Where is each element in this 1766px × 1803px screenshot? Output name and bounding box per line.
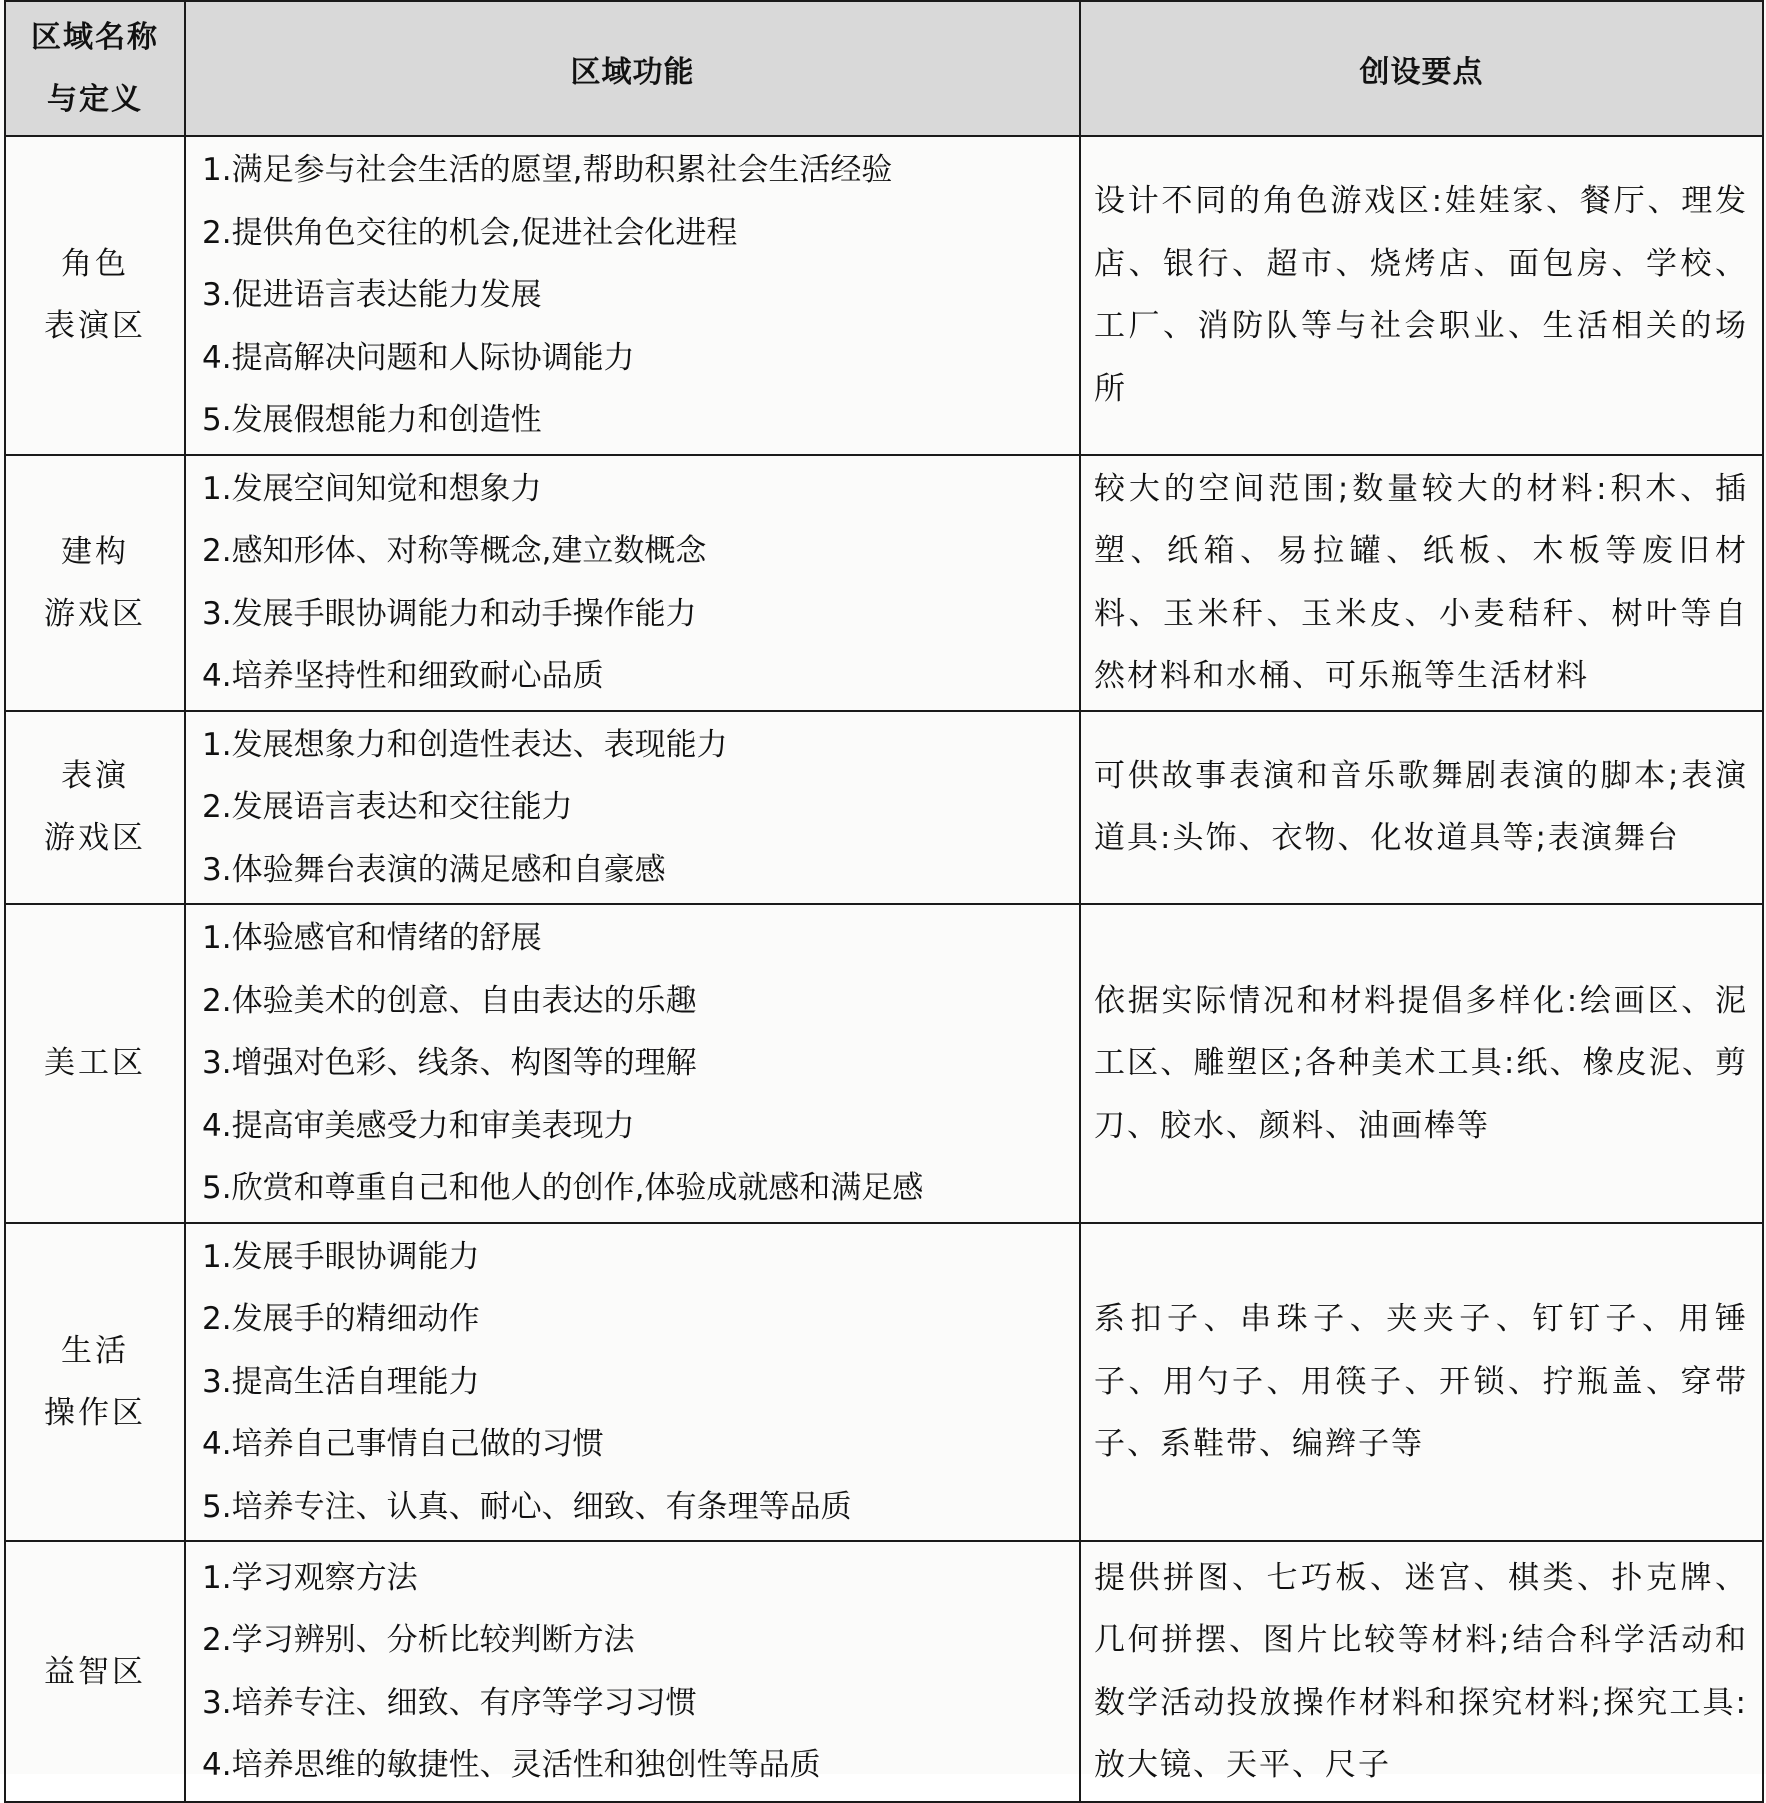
function-item: 2.感知形体、对称等概念,建立数概念 [202, 533, 707, 569]
function-item: 3.培养专注、细致、有序等学习习惯 [202, 1684, 697, 1721]
table-row [5, 136, 1763, 455]
function-item: 3.促进语言表达能力发展 [202, 277, 542, 313]
region-name-cell [5, 455, 185, 711]
header-row [5, 1, 1763, 136]
table-row [5, 904, 1763, 1223]
setup-points-cell: 提供拼图、七巧板、迷宫、棋类、扑克牌、几何拼摆、图片比较等材料;结合科学活动和数学活动投放操作材料和探究材料;探究工具:放大镜、天平、尺子 [1080, 1541, 1763, 1802]
function-item: 1.发展手眼协调能力 [202, 1238, 480, 1275]
table-row [5, 1541, 1763, 1802]
function-item: 1.满足参与社会生活的愿望,帮助积累社会生活经验 [202, 152, 893, 188]
region-function-cell [185, 455, 1080, 711]
region-function-cell [185, 1541, 1080, 1802]
function-item: 4.提高解决问题和人际协调能力 [202, 339, 635, 376]
region-name-line1: 角色 [61, 246, 129, 283]
region-name-cell [5, 711, 185, 905]
function-item: 2.体验美术的创意、自由表达的乐趣 [202, 982, 697, 1019]
table-row [5, 711, 1763, 905]
function-item: 3.体验舞台表演的满足感和自豪感 [202, 851, 666, 888]
function-item: 4.提高审美感受力和审美表现力 [202, 1107, 635, 1144]
function-item: 1.体验感官和情绪的舒展 [202, 920, 542, 956]
function-item: 3.发展手眼协调能力和动手操作能力 [202, 595, 697, 632]
function-item: 4.培养坚持性和细致耐心品质 [202, 658, 604, 694]
header-region-name-line2: 与定义 [47, 81, 143, 117]
region-name-line1: 表演 [61, 758, 129, 795]
header-region-function: 区域功能 [185, 1, 1080, 136]
region-name-cell [5, 136, 185, 455]
function-item: 3.提高生活自理能力 [202, 1363, 480, 1400]
function-item: 1.发展想象力和创造性表达、表现能力 [202, 726, 728, 763]
setup-points-cell: 较大的空间范围;数量较大的材料:积木、插塑、纸箱、易拉罐、纸板、木板等废旧材料、玉米秆、玉米皮、小麦秸秆、树叶等自然材料和水桶、可乐瓶等生活材料 [1080, 455, 1763, 711]
region-name-line2: 表演区 [44, 308, 146, 345]
function-item: 4.培养自己事情自己做的习惯 [202, 1426, 604, 1462]
function-item: 3.增强对色彩、线条、构图等的理解 [202, 1045, 697, 1081]
region-name-line1: 建构 [61, 533, 129, 570]
setup-points-cell: 系扣子、串珠子、夹夹子、钉钉子、用锤子、用勺子、用筷子、开锁、拧瓶盖、穿带子、系鞋带、编辫子等 [1080, 1223, 1763, 1542]
function-item: 5.欣赏和尊重自己和他人的创作,体验成就感和满足感 [202, 1170, 924, 1206]
function-item: 1.学习观察方法 [202, 1559, 418, 1596]
region-name-line2: 操作区 [44, 1394, 146, 1431]
region-function-cell [185, 1223, 1080, 1542]
region-name-line1: 生活 [61, 1332, 129, 1369]
region-function-cell [185, 904, 1080, 1223]
setup-points-cell: 依据实际情况和材料提倡多样化:绘画区、泥工区、雕塑区;各种美术工具:纸、橡皮泥、剪刀、胶水、颜料、油画棒等 [1080, 904, 1763, 1223]
region-name-cell [5, 1223, 185, 1542]
function-item: 5.培养专注、认真、耐心、细致、有条理等品质 [202, 1488, 852, 1525]
region-name-line1: 美工区 [44, 1045, 146, 1082]
region-function-cell [185, 136, 1080, 455]
region-name-cell [5, 904, 185, 1223]
region-name-line1: 益智区 [44, 1653, 146, 1690]
header-region-name [5, 1, 185, 136]
function-item: 4.培养思维的敏捷性、灵活性和独创性等品质 [202, 1747, 821, 1783]
header-region-name-line1: 区域名称 [31, 19, 159, 55]
function-item: 2.学习辨别、分析比较判断方法 [202, 1622, 635, 1658]
region-name-line2: 游戏区 [44, 820, 146, 857]
function-item: 2.提供角色交往的机会,促进社会化进程 [202, 214, 738, 251]
function-item: 1.发展空间知觉和想象力 [202, 470, 542, 507]
table-row [5, 455, 1763, 711]
function-item: 2.发展语言表达和交往能力 [202, 789, 573, 825]
setup-points-cell: 可供故事表演和音乐歌舞剧表演的脚本;表演道具:头饰、衣物、化妆道具等;表演舞台 [1080, 711, 1763, 905]
region-table [4, 0, 1764, 1803]
header-setup-points: 创设要点 [1080, 1, 1763, 136]
function-item: 2.发展手的精细动作 [202, 1301, 480, 1337]
setup-points-cell: 设计不同的角色游戏区:娃娃家、餐厅、理发店、银行、超市、烧烤店、面包房、学校、工厂、消防队等与社会职业、生活相关的场所 [1080, 136, 1763, 455]
region-name-cell [5, 1541, 185, 1802]
table-row [5, 1223, 1763, 1542]
region-function-cell [185, 711, 1080, 905]
region-name-line2: 游戏区 [44, 595, 146, 632]
function-item: 5.发展假想能力和创造性 [202, 402, 542, 438]
